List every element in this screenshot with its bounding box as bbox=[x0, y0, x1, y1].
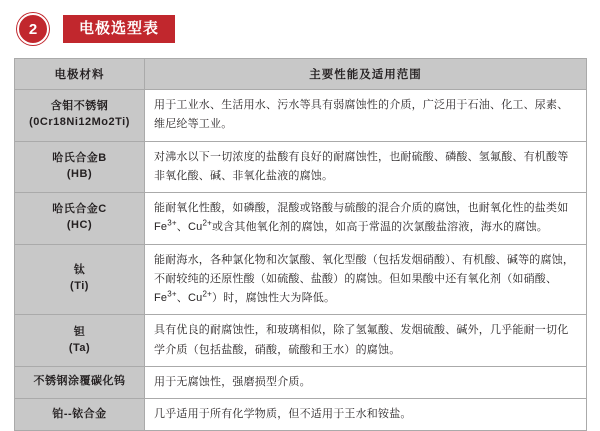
cell-description: 用于工业水、生活用水、污水等具有弱腐蚀性的介质，广泛用于石油、化工、尿素、维尼纶等工业。 bbox=[145, 90, 587, 142]
cell-description: 几乎适用于所有化学物质，但不适用于王水和铵盐。 bbox=[145, 399, 587, 431]
cell-description: 能耐氧化性酸，如磷酸，混酸或铬酸与硫酸的混合介质的腐蚀，也耐氧化性的盐类如$Fe^{3+}$、$Cu^{2+}$或含其他氧化剂的腐蚀，如高于常温的次氯酸盐溶液，海水的腐蚀。 bbox=[145, 193, 587, 245]
cell-material bbox=[15, 90, 145, 142]
material-line: 哈氏合金C bbox=[52, 203, 107, 216]
document-header bbox=[14, 12, 586, 46]
cell-material bbox=[15, 366, 145, 398]
table-row bbox=[15, 315, 587, 367]
page-title: 电极选型表 bbox=[63, 15, 175, 43]
column-header-material: 电极材料 bbox=[15, 59, 145, 90]
cell-material bbox=[15, 244, 145, 315]
cell-material bbox=[15, 315, 145, 367]
material-line: 哈氏合金B bbox=[52, 151, 107, 164]
table-row bbox=[15, 244, 587, 315]
table-row bbox=[15, 90, 587, 142]
material-line: (0Cr18Ni12Mo2Ti) bbox=[29, 116, 130, 129]
table-body bbox=[15, 90, 587, 431]
table-header-row bbox=[15, 59, 587, 90]
material-line: 钛 bbox=[73, 264, 86, 277]
column-header-description: 主要性能及适用范围 bbox=[145, 59, 587, 90]
material-line: (Ti) bbox=[70, 280, 89, 293]
material-line: 含钼不锈钢 bbox=[50, 100, 109, 113]
cell-description: 对沸水以下一切浓度的盐酸有良好的耐腐蚀性，也耐硫酸、磷酸、氢氟酸、有机酸等非氧化酸、碱、非氧化盐液的腐蚀。 bbox=[145, 141, 587, 193]
cell-description: 能耐海水，各种氯化物和次氯酸、氧化型酸（包括发烟硝酸）、有机酸、碱等的腐蚀，不耐较纯的还原性酸（如硫酸、盐酸）的腐蚀。但如果酸中还有氧化剂（如硝酸、$Fe^{3+}$、$Cu^{2+}$）时，腐蚀性大为降低。 bbox=[145, 244, 587, 315]
material-line: 不锈钢涂覆碳化钨 bbox=[33, 375, 126, 388]
material-line: 钽 bbox=[73, 325, 86, 338]
material-line: 铂--铱合金 bbox=[52, 407, 107, 420]
table-row bbox=[15, 141, 587, 193]
cell-material bbox=[15, 193, 145, 245]
cell-material bbox=[15, 399, 145, 431]
material-line: (HB) bbox=[66, 167, 93, 180]
cell-material bbox=[15, 141, 145, 193]
material-line: (HC) bbox=[66, 219, 93, 232]
table-row bbox=[15, 366, 587, 398]
table-row bbox=[15, 193, 587, 245]
electrode-selection-table bbox=[14, 58, 587, 431]
material-line: (Ta) bbox=[68, 341, 91, 354]
table-row bbox=[15, 399, 587, 431]
section-number-badge: 2 bbox=[17, 13, 49, 45]
cell-description: 用于无腐蚀性，强磨损型介质。 bbox=[145, 366, 587, 398]
cell-description: 具有优良的耐腐蚀性，和玻璃相似，除了氢氟酸、发烟硫酸、碱外，几乎能耐一切化学介质（包括盐酸，硝酸，硫酸和王水）的腐蚀。 bbox=[145, 315, 587, 367]
